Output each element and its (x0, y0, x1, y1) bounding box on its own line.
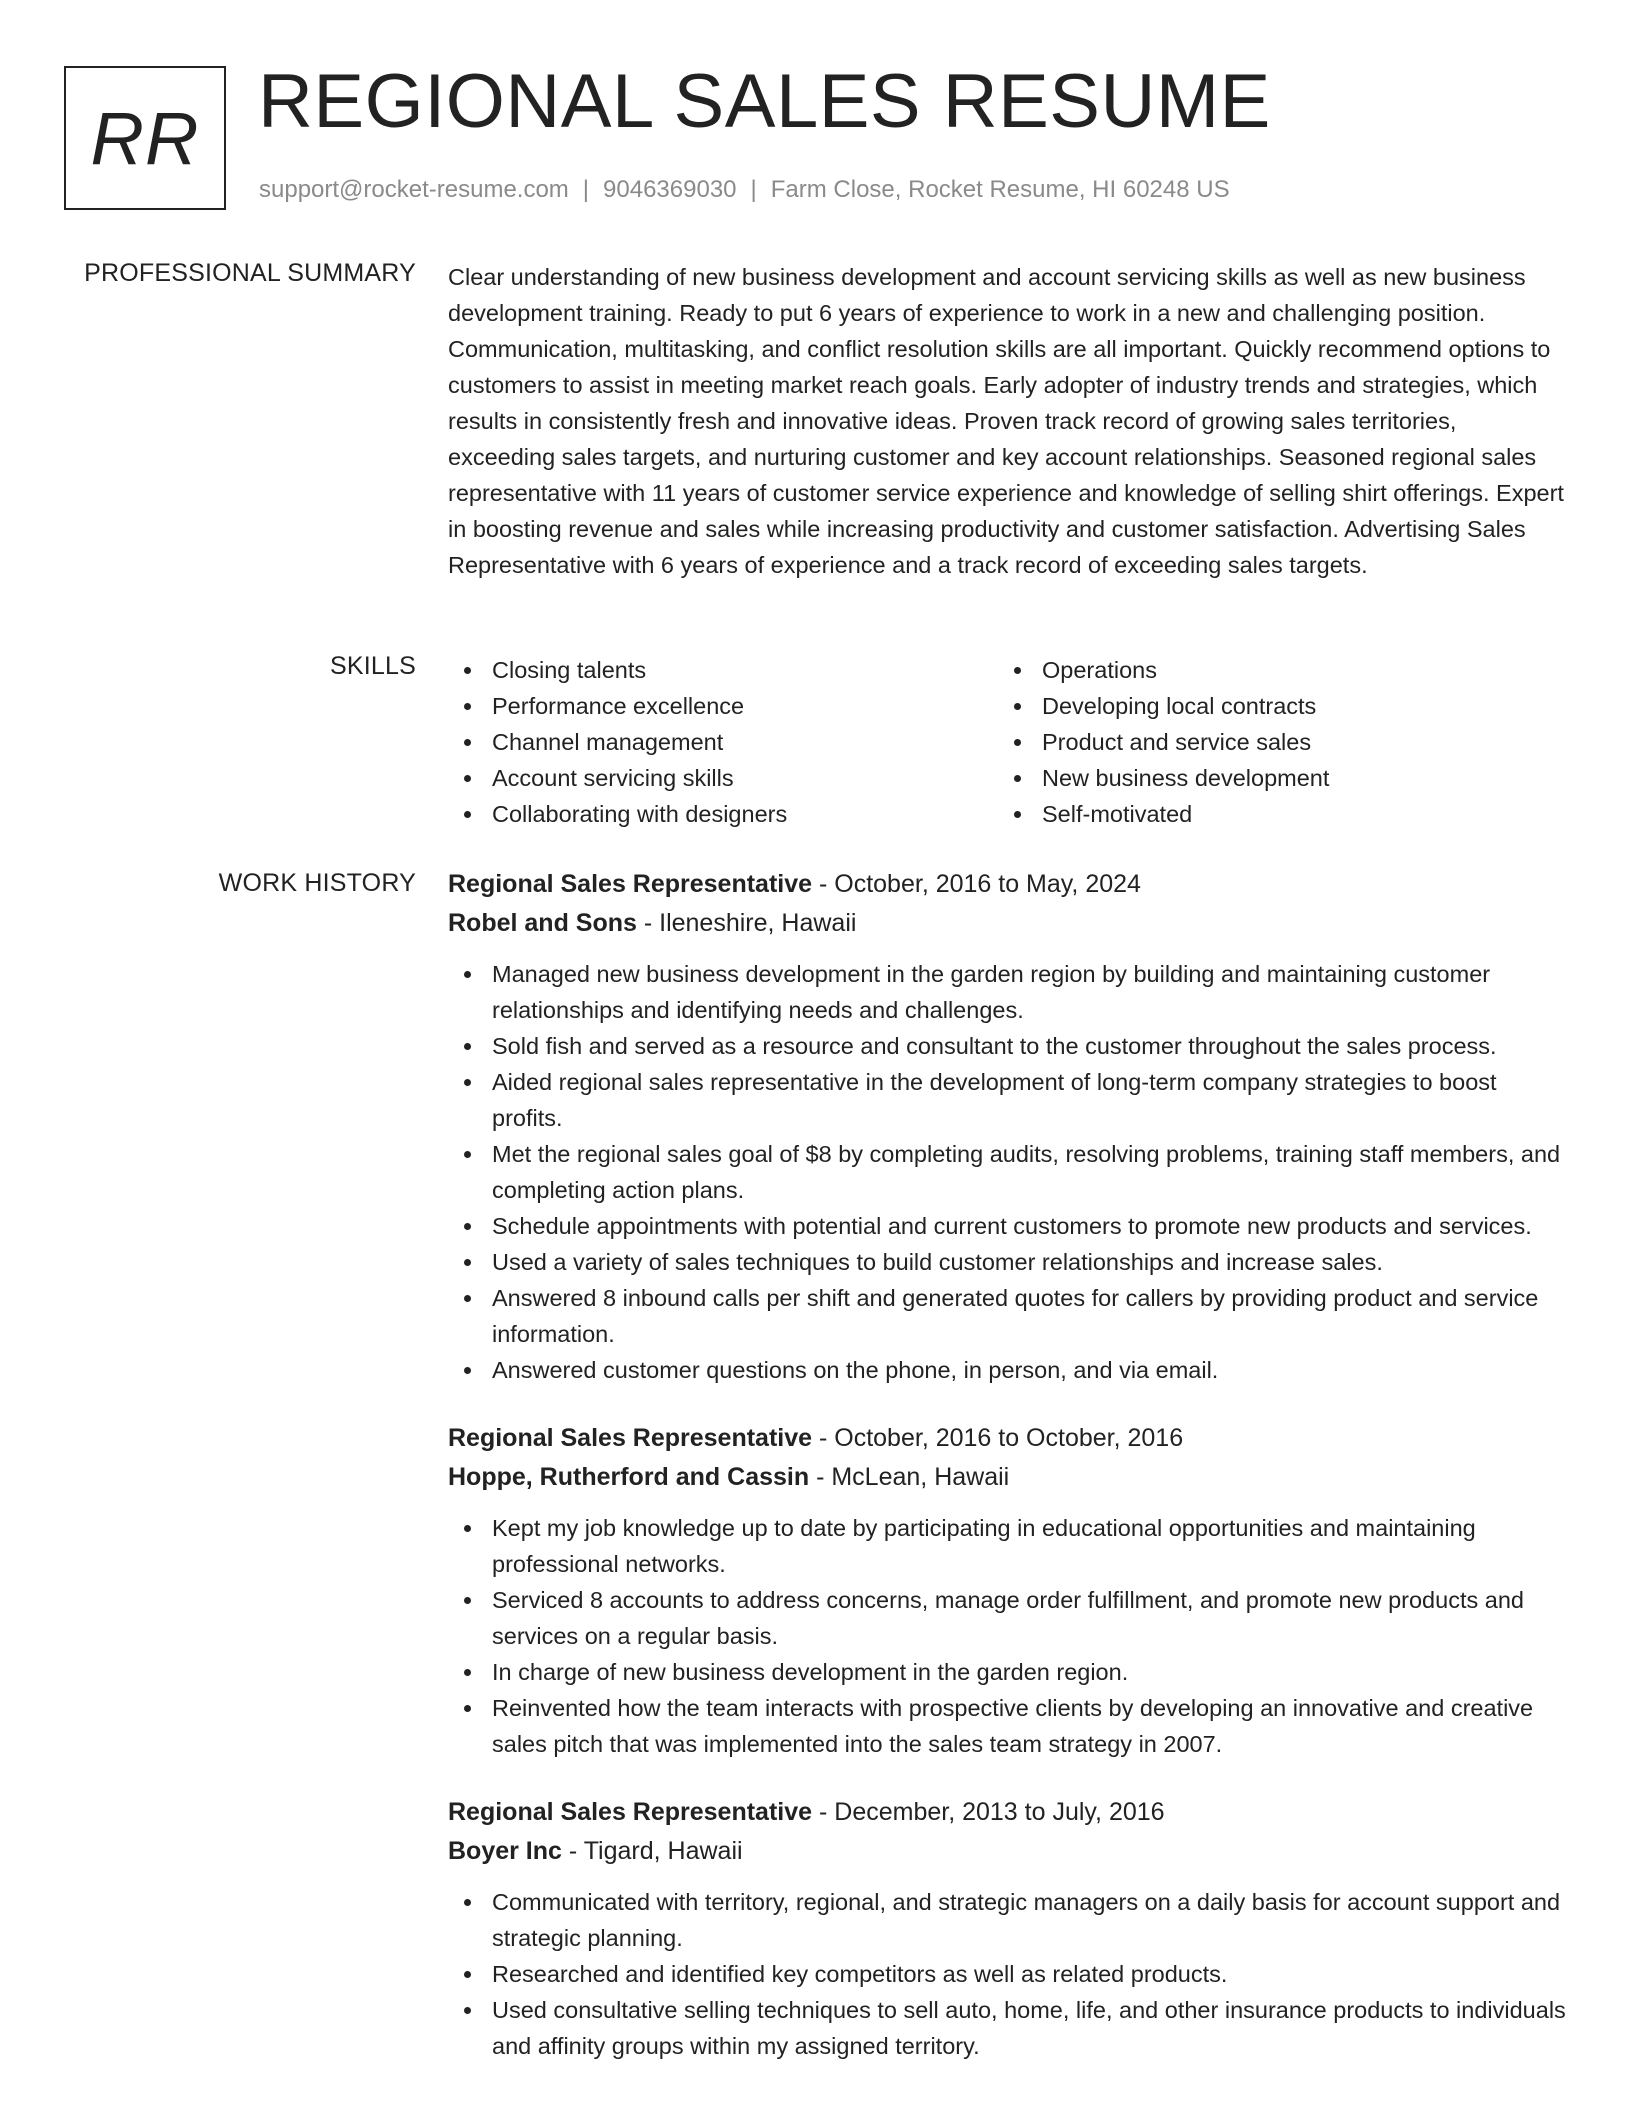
job-title: Regional Sales Representative (448, 870, 813, 898)
job-title-line (448, 865, 1568, 904)
job-company: Robel and Sons (448, 909, 637, 937)
job-title: Regional Sales Representative (448, 1798, 813, 1826)
contact-phone: 9046369030 (603, 176, 737, 203)
skill-item: Performance excellence (448, 688, 998, 724)
duty-item: Researched and identified key competitors as well as related products. (448, 1956, 1568, 1992)
duty-item: Kept my job knowledge up to date by participating in educational opportunities and maintaining professional networks. (448, 1510, 1568, 1582)
job-title: Regional Sales Representative (448, 1424, 813, 1452)
job-company-line (448, 1832, 1568, 1871)
contact-separator: | (750, 176, 757, 203)
page-title: REGIONAL SALES RESUME (258, 59, 1271, 144)
job-entry (448, 865, 1568, 1388)
contact-email: support@rocket-resume.com (259, 176, 569, 203)
contact-address: Farm Close, Rocket Resume, HI 60248 US (770, 176, 1230, 203)
job-company: Boyer Inc (448, 1837, 562, 1865)
skill-item: Closing talents (448, 652, 998, 688)
duty-item: Used consultative selling techniques to sell auto, home, life, and other insurance products to individuals and affinity groups within my assigned territory. (448, 1992, 1568, 2064)
skills-column-right (998, 652, 1548, 832)
monogram-logo: RR (64, 66, 226, 210)
duty-item: Schedule appointments with potential and current customers to promote new products and services. (448, 1208, 1568, 1244)
skill-item: Self-motivated (998, 796, 1548, 832)
duty-item: Answered 8 inbound calls per shift and generated quotes for callers by providing product and service information. (448, 1280, 1568, 1352)
duty-item: Answered customer questions on the phone, in person, and via email. (448, 1352, 1568, 1388)
job-entry (448, 1419, 1568, 1762)
contact-line (259, 176, 1230, 204)
job-title-line (448, 1419, 1568, 1458)
skills-heading: SKILLS (330, 652, 416, 680)
skill-item: Channel management (448, 724, 998, 760)
skill-item: Developing local contracts (998, 688, 1548, 724)
duty-item: Aided regional sales representative in the development of long-term company strategies to boost profits. (448, 1064, 1568, 1136)
job-title-line (448, 1793, 1568, 1832)
job-location: - Ileneshire, Hawaii (636, 909, 857, 937)
skill-item: New business development (998, 760, 1548, 796)
job-company-line (448, 1458, 1568, 1497)
duty-item: Used a variety of sales techniques to build customer relationships and increase sales. (448, 1244, 1568, 1280)
job-duties (448, 1510, 1568, 1762)
duty-item: Sold fish and served as a resource and consultant to the customer throughout the sales process. (448, 1028, 1568, 1064)
summary-heading: PROFESSIONAL SUMMARY (84, 259, 416, 287)
skills-column-left (448, 652, 998, 832)
duty-item: Communicated with territory, regional, and strategic managers on a daily basis for account support and strategic planning. (448, 1884, 1568, 1956)
job-entry (448, 1793, 1568, 2064)
job-location: - Tigard, Hawaii (561, 1837, 743, 1865)
skill-item: Account servicing skills (448, 760, 998, 796)
job-dates: - October, 2016 to May, 2024 (812, 870, 1141, 898)
job-location: - McLean, Hawaii (809, 1463, 1010, 1491)
job-company-line (448, 904, 1568, 943)
job-duties (448, 1884, 1568, 2064)
duty-item: Managed new business development in the garden region by building and maintaining customer relationships and identifying needs and challenges. (448, 956, 1568, 1028)
skill-item: Product and service sales (998, 724, 1548, 760)
duty-item: Met the regional sales goal of $8 by completing audits, resolving problems, training staff members, and completing action plans. (448, 1136, 1568, 1208)
job-dates: - December, 2013 to July, 2016 (812, 1798, 1165, 1826)
job-company: Hoppe, Rutherford and Cassin (448, 1463, 810, 1491)
summary-text: Clear understanding of new business development and account servicing skills as well as new business development training. Ready to put 6 years of experience to work in a new and challenging position. Communication, multitasking, and conflict resolution skills are all important. Quickly recommend options to customers to assist in meeting market reach goals. Early adopter of industry trends and strategies, which results in consistently fresh and innovative ideas. Proven track record of growing sales territories, exceeding sales targets, and nurturing customer and key account relationships. Seasoned regional sales representative with 11 years of customer service experience and knowledge of selling shirt offerings. Expert in boosting revenue and sales while increasing productivity and customer satisfaction. Advertising Sales Representative with 6 years of experience and a track record of exceeding sales targets. (448, 264, 1564, 578)
skills-body (448, 652, 1568, 832)
job-duties (448, 956, 1568, 1388)
work-history-heading: WORK HISTORY (218, 869, 416, 897)
contact-separator: | (582, 176, 590, 203)
work-history-body (448, 865, 1568, 2064)
duty-item: In charge of new business development in the garden region. (448, 1654, 1568, 1690)
skill-item: Operations (998, 652, 1548, 688)
skill-item: Collaborating with designers (448, 796, 998, 832)
duty-item: Reinvented how the team interacts with prospective clients by developing an innovative and creative sales pitch that was implemented into the sales team strategy in 2007. (448, 1690, 1568, 1762)
duty-item: Serviced 8 accounts to address concerns, manage order fulfillment, and promote new products and services on a regular basis. (448, 1582, 1568, 1654)
job-dates: - October, 2016 to October, 2016 (812, 1424, 1184, 1452)
